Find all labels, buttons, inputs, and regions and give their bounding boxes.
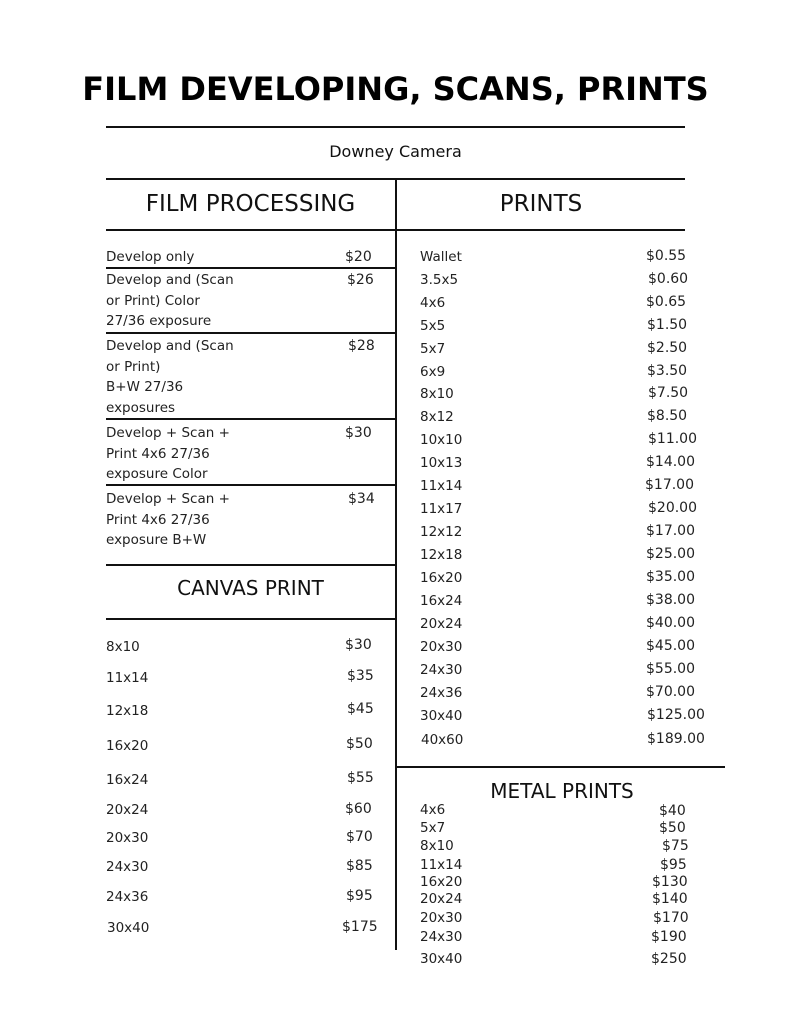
print-size: 20x24 (420, 616, 463, 632)
print-price: $2.50 (647, 340, 688, 356)
film-item-desc (106, 247, 194, 268)
canvas-price: $50 (346, 736, 373, 752)
film-item-desc (106, 336, 234, 418)
metal-price: $190 (651, 929, 687, 945)
metal-size: 8x10 (420, 838, 454, 854)
film-item-line: exposures (106, 399, 176, 416)
canvas-size: 30x40 (107, 920, 150, 936)
canvas-price: $30 (345, 637, 372, 653)
print-size: 11x17 (420, 501, 463, 517)
film-item-line: Print 4x6 27/36 (106, 511, 210, 528)
film-item-line: Develop + Scan + (106, 425, 230, 441)
film-item-line: exposure B+W (106, 532, 207, 548)
canvas-bottom-divider (106, 618, 396, 620)
print-price: $125.00 (647, 707, 705, 723)
metal-size: 20x30 (420, 910, 463, 926)
canvas-size: 12x18 (106, 703, 149, 719)
print-price: $7.50 (648, 385, 689, 401)
film-item-divider (106, 267, 395, 269)
print-price: $0.60 (648, 271, 689, 287)
canvas-price: $95 (346, 888, 373, 904)
canvas-price: $35 (347, 668, 374, 684)
print-price: $11.00 (648, 431, 697, 447)
print-price: $14.00 (646, 454, 695, 470)
film-item-line: Develop only (106, 249, 195, 265)
metal-size: 4x6 (420, 802, 446, 818)
metal-price: $250 (651, 951, 687, 967)
metal-price: $50 (659, 820, 686, 836)
print-price: $3.50 (647, 363, 688, 379)
film-item-line: exposure Color (106, 466, 208, 482)
print-price: $70.00 (646, 684, 695, 700)
print-size: 5x5 (420, 318, 446, 334)
print-size: 12x18 (420, 547, 463, 563)
film-item-price: $28 (348, 338, 375, 354)
print-size: 30x40 (420, 708, 463, 724)
print-size: 24x36 (420, 685, 463, 701)
metal-size: 11x14 (420, 857, 463, 873)
canvas-price: $85 (346, 858, 373, 874)
print-price: $189.00 (647, 731, 705, 747)
film-item-line: 27/36 exposure (106, 313, 212, 329)
print-size: 16x20 (420, 570, 463, 586)
metal-prints-divider (396, 766, 725, 768)
film-item-divider (106, 332, 395, 334)
print-size: 16x24 (420, 593, 463, 609)
film-item-line: Develop and (Scan (106, 272, 234, 288)
film-item-line: B+W 27/36 (106, 379, 184, 395)
film-item-desc (106, 489, 230, 551)
print-size: 8x10 (420, 386, 454, 402)
print-size: 5x7 (420, 341, 446, 357)
print-size: 24x30 (420, 662, 463, 678)
canvas-top-divider (106, 564, 396, 566)
print-price: $17.00 (645, 477, 694, 493)
canvas-size: 8x10 (106, 639, 140, 655)
canvas-size: 20x30 (106, 830, 149, 846)
film-item-line: or Print) Color (106, 292, 200, 309)
heading-divider (106, 229, 685, 231)
film-item-divider (106, 484, 395, 486)
canvas-price: $175 (342, 919, 378, 935)
metal-price: $140 (652, 891, 688, 907)
film-item-divider (106, 418, 395, 420)
print-price: $0.65 (646, 294, 687, 310)
metal-size: 24x30 (420, 929, 463, 945)
metal-price: $40 (659, 803, 686, 819)
print-size: 4x6 (420, 295, 446, 311)
page-title: FILM DEVELOPING, SCANS, PRINTS (82, 70, 709, 108)
canvas-size: 11x14 (106, 670, 149, 686)
print-price: $25.00 (646, 546, 695, 562)
metal-price: $75 (662, 838, 689, 854)
print-price: $0.55 (646, 248, 687, 264)
metal-price: $170 (653, 910, 689, 926)
print-size: Wallet (420, 249, 462, 265)
film-item-desc (106, 423, 230, 485)
print-price: $35.00 (646, 569, 695, 585)
canvas-price: $70 (346, 829, 373, 845)
canvas-size: 24x36 (106, 889, 149, 905)
metal-prints-heading: METAL PRINTS (490, 779, 634, 803)
metal-price: $130 (652, 874, 688, 890)
print-size: 10x10 (420, 432, 463, 448)
film-item-price: $20 (345, 249, 372, 265)
metal-size: 16x20 (420, 874, 463, 890)
film-item-desc (106, 270, 234, 332)
film-item-price: $26 (347, 272, 374, 288)
film-processing-heading: FILM PROCESSING (145, 191, 356, 217)
metal-price: $95 (660, 857, 687, 873)
canvas-price: $45 (347, 701, 374, 717)
canvas-size: 24x30 (106, 859, 149, 875)
canvas-price: $60 (345, 801, 372, 817)
metal-size: 20x24 (420, 891, 463, 907)
canvas-print-heading: CANVAS PRINT (177, 576, 324, 600)
film-item-line: Develop + Scan + (106, 491, 230, 507)
metal-size: 30x40 (420, 951, 463, 967)
print-size: 20x30 (420, 639, 463, 655)
canvas-size: 20x24 (106, 802, 149, 818)
print-size: 10x13 (420, 455, 463, 471)
film-item-line: Print 4x6 27/36 (106, 445, 210, 462)
film-item-price: $30 (345, 425, 372, 441)
canvas-size: 16x20 (106, 738, 149, 754)
print-price: $1.50 (647, 317, 688, 333)
print-size: 40x60 (421, 732, 464, 748)
metal-size: 5x7 (420, 820, 446, 836)
print-price: $8.50 (647, 408, 688, 424)
canvas-size: 16x24 (106, 772, 149, 788)
print-size: 3.5x5 (420, 272, 459, 288)
print-price: $40.00 (646, 615, 695, 631)
print-price: $55.00 (646, 661, 695, 677)
title-divider (106, 126, 685, 128)
film-item-price: $34 (348, 491, 375, 507)
print-size: 11x14 (420, 478, 463, 494)
print-price: $45.00 (646, 638, 695, 654)
prints-heading: PRINTS (499, 191, 583, 217)
store-name: Downey Camera (329, 142, 462, 161)
canvas-price: $55 (347, 770, 374, 786)
print-price: $38.00 (646, 592, 695, 608)
print-price: $20.00 (648, 500, 697, 516)
print-size: 8x12 (420, 409, 454, 425)
film-item-line: or Print) (106, 358, 161, 375)
film-item-line: Develop and (Scan (106, 338, 234, 354)
print-size: 6x9 (420, 364, 446, 380)
print-size: 12x12 (420, 524, 463, 540)
print-price: $17.00 (646, 523, 695, 539)
